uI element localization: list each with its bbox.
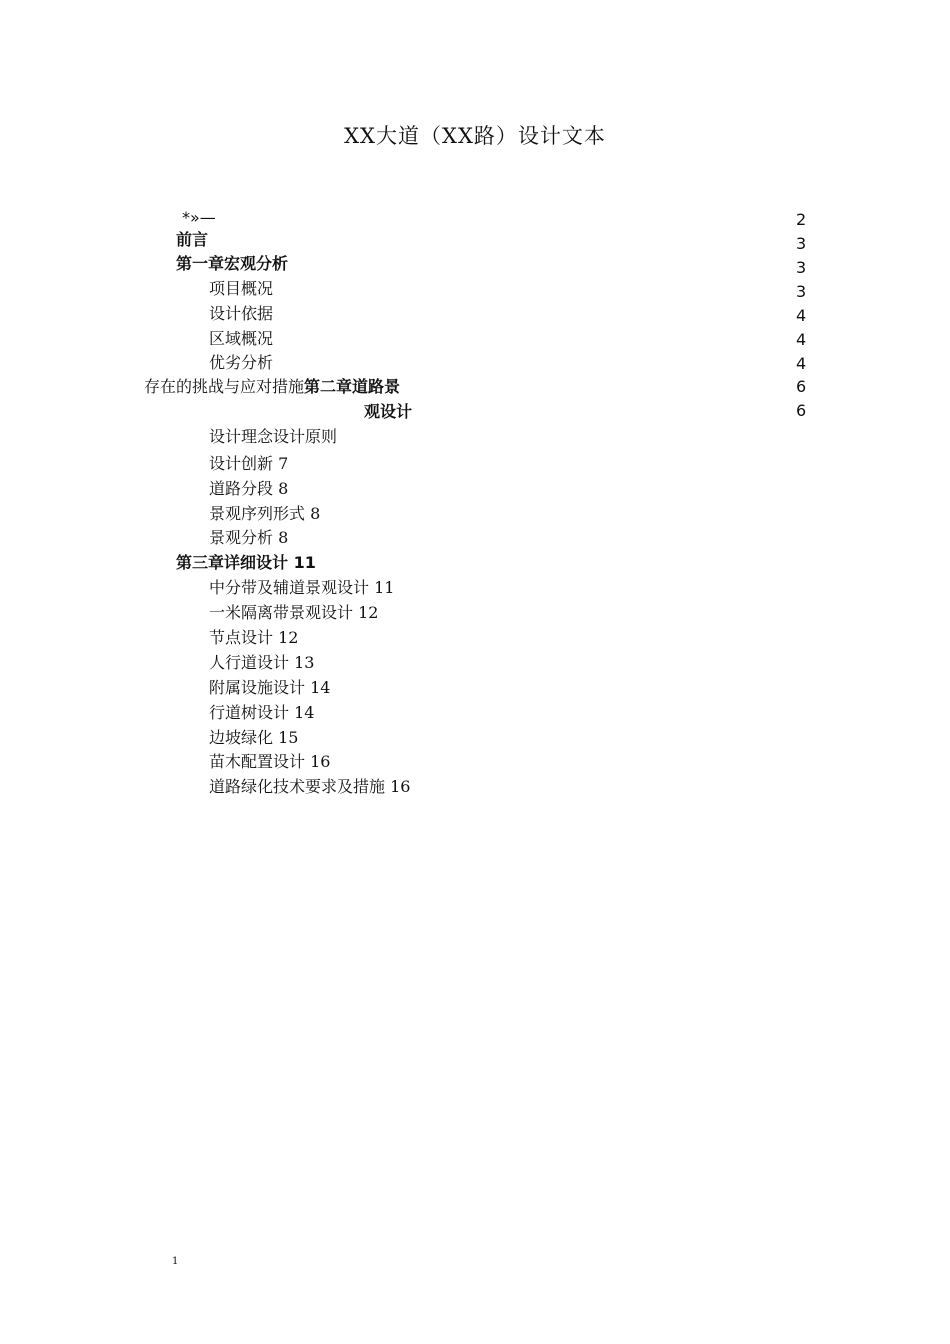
toc-item: 苗木配置设计 16: [209, 752, 331, 771]
toc-item: 边坡绿化 15: [209, 728, 299, 747]
toc-symbol: *»—: [182, 208, 216, 227]
toc-page-number: 3: [796, 258, 807, 277]
toc-item: 道路分段 8: [209, 479, 289, 498]
toc-chapter-2-cont: 观设计: [364, 402, 413, 421]
toc-page-number: 3: [796, 282, 807, 301]
toc-item: 行道树设计 14: [209, 703, 315, 722]
toc-item: 景观序列形式 8: [209, 504, 321, 523]
toc-chapter-3: 第三章详细设计 11: [176, 553, 316, 572]
toc-item: 优劣分析: [209, 353, 274, 372]
toc-challenge-text: 存在的挑战与应对措施: [144, 377, 305, 396]
toc-item: 景观分析 8: [209, 528, 289, 547]
toc-item: 人行道设计 13: [209, 653, 315, 672]
toc-page-number: 3: [796, 234, 807, 253]
toc-item: 一米隔离带景观设计 12: [209, 603, 379, 622]
toc-item: 道路绿化技术要求及措施 16: [209, 777, 411, 796]
toc-item: 区域概况: [209, 329, 274, 348]
toc-page-number: 4: [796, 306, 807, 325]
toc-item: 附属设施设计 14: [209, 678, 331, 697]
toc-page-number: 6: [796, 377, 807, 396]
toc-item: 项目概况: [209, 279, 274, 298]
toc-item: 设计理念设计原则: [209, 427, 338, 446]
toc-challenge-line: [144, 377, 400, 397]
toc-chapter-2: 第二章道路景: [304, 377, 401, 396]
toc-page-number: 4: [796, 330, 807, 349]
document-title: XX大道（XX路）设计文本: [344, 124, 606, 148]
toc-page-number: 4: [796, 354, 807, 373]
toc-item: 中分带及辅道景观设计 11: [209, 578, 395, 597]
toc-page-number: 2: [796, 210, 807, 229]
toc-chapter-1: 第一章宏观分析: [176, 254, 289, 273]
toc-page-number: 6: [796, 401, 807, 420]
toc-preface: 前言: [176, 230, 209, 249]
toc-item: 设计创新 7: [209, 454, 289, 473]
toc-item: 节点设计 12: [209, 628, 299, 647]
footer-page-number: 1: [172, 1256, 179, 1267]
toc-item: 设计依据: [209, 304, 274, 323]
